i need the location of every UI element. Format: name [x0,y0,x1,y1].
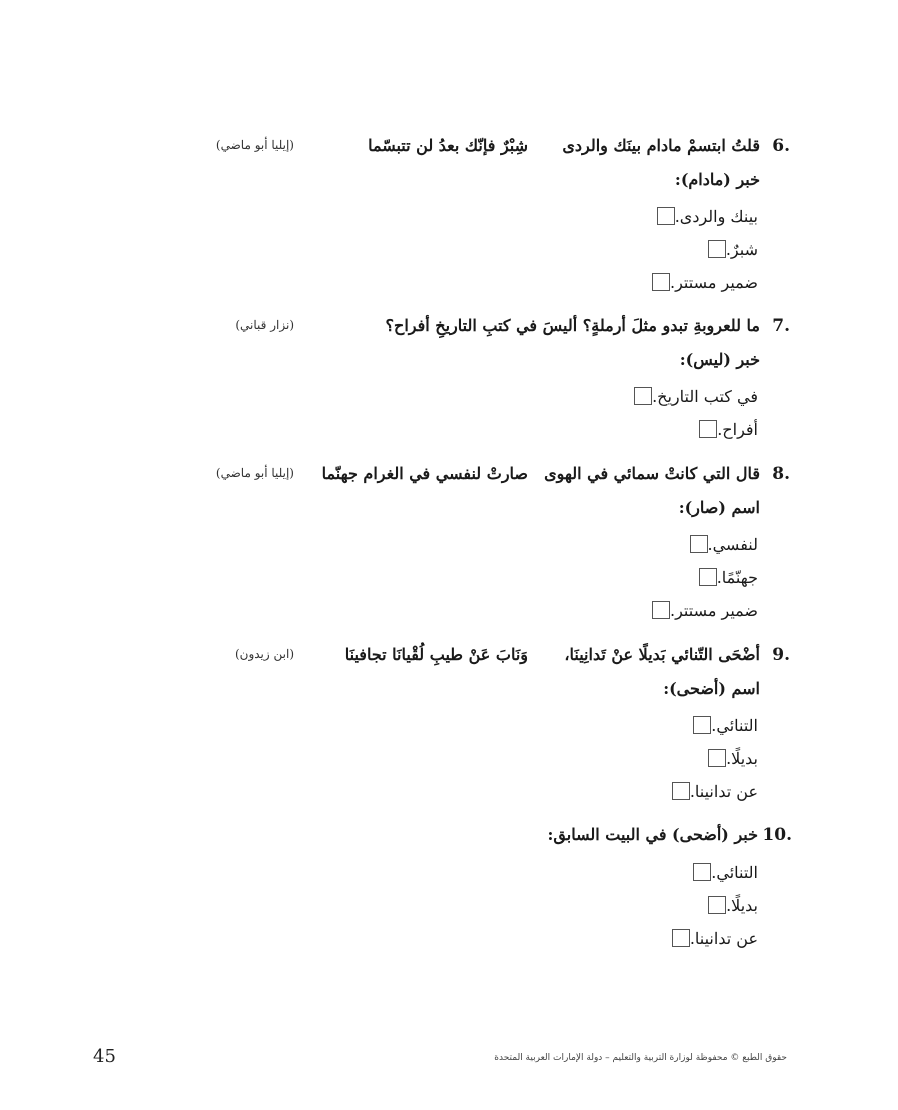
option-label: ضمير مستتر. [670,272,758,292]
poet-attribution: (نزار قباني) [235,318,294,332]
answer-option[interactable] [626,383,758,409]
answer-option[interactable] [700,236,758,262]
verse-second-hemistich: صارتْ لنفسي في الغرام جهنّما [321,464,528,483]
answer-option[interactable] [700,892,758,918]
option-label: في كتب التاريخ. [652,386,758,406]
option-label: ضمير مستتر. [670,600,758,620]
checkbox[interactable] [708,749,726,767]
question-number: 8. [772,464,790,484]
option-label: التنائي. [711,715,758,735]
checkbox[interactable] [652,273,670,291]
question-8-verse [0,464,898,494]
option-label: بديلًا. [726,748,758,768]
verse-line: ما للعروبةِ تبدو مثلَ أرملةٍ؟ أليسَ في كتبِ التاريخِ أفراح؟ [385,316,760,335]
option-label: عن تدانينا. [689,781,758,801]
question-prompt: اسم (صار): [678,498,760,517]
copyright-notice: حقوق الطبع © محفوظة لوزارة التربية والتعليم – دولة الإمارات العربية المتحدة [494,1053,787,1063]
option-label: عن تدانينا. [689,928,758,948]
checkbox[interactable] [657,207,675,225]
answer-option[interactable] [664,925,758,951]
question-number: 9. [772,645,790,665]
question-9-verse [0,645,898,675]
verse-second-hemistich: وَنَابَ عَنْ طيبِ لُقْيانَا تجافينَا [344,645,528,664]
option-label: جهنّمًا. [716,567,758,587]
checkbox[interactable] [708,240,726,258]
question-prompt: خبر (مادام): [674,170,760,189]
checkbox[interactable] [699,420,717,438]
question-prompt: اسم (أضحى): [663,679,760,698]
checkbox[interactable] [693,863,711,881]
question-6-verse [0,136,898,166]
answer-option[interactable] [649,203,758,229]
option-label: التنائي. [711,862,758,882]
poet-attribution: (ابن زيدون) [234,647,294,661]
poet-attribution: (إيليا أبو ماضي) [215,466,294,480]
checkbox[interactable] [634,387,652,405]
answer-option[interactable] [644,597,758,623]
answer-option[interactable] [691,416,758,442]
option-label: لنفسي. [707,534,758,554]
checkbox[interactable] [699,568,717,586]
answer-option[interactable] [685,712,758,738]
question-prompt: خبر (أضحى) في البيت السابق: [547,825,758,844]
question-number: 7. [772,316,790,336]
checkbox[interactable] [672,929,690,947]
poet-attribution: (إيليا أبو ماضي) [215,138,294,152]
checkbox[interactable] [672,782,690,800]
checkbox[interactable] [708,896,726,914]
question-7-verse [0,316,898,346]
checkbox[interactable] [690,535,708,553]
answer-option[interactable] [644,269,758,295]
option-label: شبرٌ. [725,239,758,259]
answer-option[interactable] [691,564,758,590]
question-number: 10. [762,825,792,845]
verse-first-hemistich: قال التي كانتْ سمائي في الهوى [544,464,760,483]
verse-first-hemistich: أضْحَى التّنائي بَديلًا عنْ تَدانِينَا، [564,645,760,664]
question-10-header [0,825,898,855]
question-prompt: خبر (ليس): [679,350,760,369]
answer-option[interactable] [664,778,758,804]
page-number: 45 [93,1046,116,1067]
option-label: بديلًا. [726,895,758,915]
answer-option[interactable] [685,859,758,885]
checkbox[interactable] [693,716,711,734]
verse-first-hemistich: قلتُ ابتسمْ مادام بينَك والردى [562,136,760,155]
answer-option[interactable] [682,531,759,557]
verse-second-hemistich: شِبْرٌ فإنّك بعدُ لن تتبسّما [368,136,528,155]
answer-option[interactable] [700,745,758,771]
option-label: بينك والردى. [674,206,758,226]
question-number: 6. [772,136,790,156]
option-label: أفراح. [717,419,758,439]
checkbox[interactable] [652,601,670,619]
